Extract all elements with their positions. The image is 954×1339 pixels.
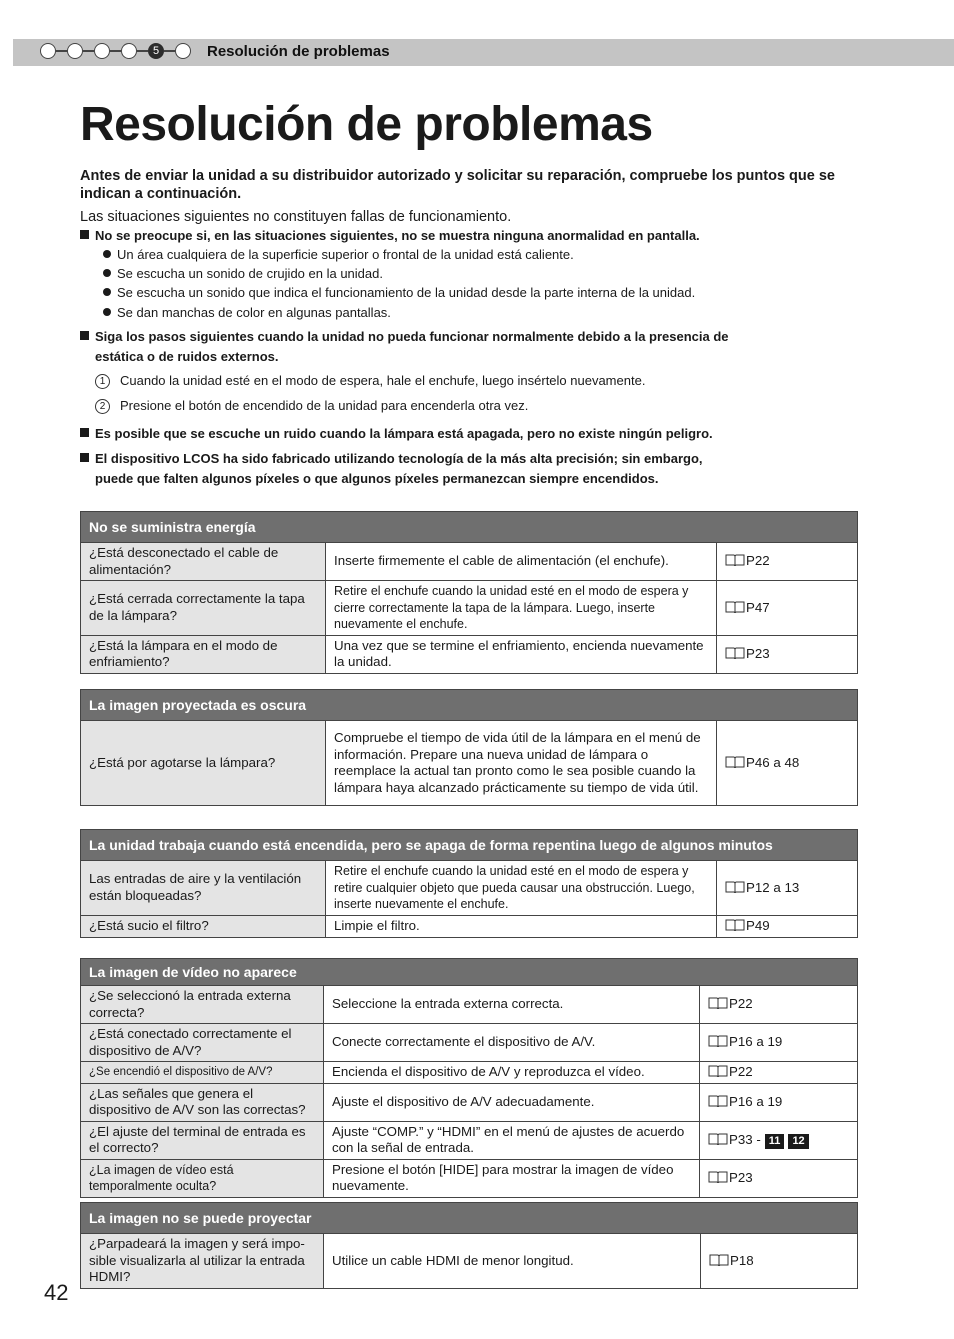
- bullet-dot-icon: [103, 250, 111, 258]
- bullet-dot-icon: [103, 308, 111, 316]
- table-row: [81, 1062, 858, 1084]
- answer-cell: Retire el enchufe cuando la unidad esté en el modo de espera y cierre correctamente la tapa de la lámpara. Luego, inserte nuevamente el enchufe.: [326, 581, 717, 636]
- answer-cell: Una vez que se termine el enfriamiento, encienda nuevamente la unidad.: [326, 635, 717, 673]
- book-icon: [725, 756, 745, 768]
- page-reference: P12 a 13: [746, 879, 800, 895]
- page-title: Resolución de problemas: [80, 98, 653, 151]
- book-icon: [725, 647, 745, 659]
- troubleshoot-table-no-projection: [80, 1202, 858, 1289]
- list-item: [103, 284, 695, 302]
- book-icon: [708, 1095, 728, 1107]
- answer-cell: Seleccione la entrada externa correcta.: [324, 986, 700, 1024]
- page-reference: P23: [746, 645, 770, 661]
- numbered-step: [95, 397, 528, 415]
- answer-cell: Inserte firmemente el cable de alimentación (el enchufe).: [326, 543, 717, 581]
- reference-cell: [700, 986, 858, 1024]
- page-reference: P49: [746, 917, 770, 933]
- book-icon: [708, 1171, 728, 1183]
- step-circle: [175, 43, 191, 59]
- table-row: [81, 543, 858, 581]
- answer-cell: Ajuste “COMP.” y “HDMI” en el menú de ajustes de acuerdo con la señal de entrada.: [324, 1121, 700, 1159]
- table-row: [81, 1024, 858, 1062]
- reference-cell: [717, 915, 858, 937]
- reference-cell: [717, 635, 858, 673]
- question-cell: ¿Está cerrada correctamente la tapa de la lámpara?: [81, 581, 326, 636]
- reference-cell: [717, 861, 858, 916]
- circled-number-icon: 2: [95, 399, 110, 414]
- step-connector: [164, 50, 175, 51]
- page-reference: P46 a 48: [746, 754, 800, 770]
- page-reference: P22: [729, 1064, 753, 1079]
- book-icon: [708, 1065, 728, 1077]
- answer-cell: Utilice un cable HDMI de menor longitud.: [324, 1234, 701, 1289]
- table-row: [81, 861, 858, 916]
- troubleshoot-table-shutdown: [80, 829, 858, 938]
- answer-cell: Compruebe el tiempo de vida útil de la lámpara en el menú de información. Prepare una nueva unidad de lámpara o reemplace la actual tan pronto como le sea posible cuando la lámpara haya alcanzado prácticamente su tiempo de vida útil.: [326, 721, 717, 806]
- table-row: [81, 1234, 858, 1289]
- question-cell: ¿Está conectado correctamente el dispositivo de A/V?: [81, 1024, 324, 1062]
- section-header-bar: [13, 39, 954, 66]
- reference-cell: [717, 721, 858, 806]
- intro-bold: Antes de enviar la unidad a su distribuidor autorizado y solicitar su reparación, compruebe los puntos que se indican a continuación.: [80, 168, 835, 202]
- book-icon: [725, 601, 745, 613]
- square-bullet-icon: [80, 453, 89, 462]
- note-text: Siga los pasos siguientes cuando la unidad no pueda funcionar normalmente debido a la presencia de: [95, 329, 729, 344]
- step-circle: [67, 43, 83, 59]
- bullet-dot-icon: [103, 269, 111, 277]
- numbered-step: [95, 372, 645, 390]
- chapter-step-indicator: [40, 43, 191, 59]
- table-title: No se suministra energía: [81, 512, 858, 543]
- page-reference: P22: [729, 996, 753, 1012]
- answer-cell: Presione el botón [HIDE] para mostrar la imagen de vídeo nuevamente.: [324, 1159, 700, 1197]
- question-cell: ¿Parpadeará la imagen y será impo-sible visualizarla al utilizar la entrada HDMI?: [81, 1234, 324, 1289]
- step-connector: [56, 50, 67, 51]
- book-icon: [725, 554, 745, 566]
- section-header-title: Resolución de problemas: [207, 43, 390, 60]
- question-cell: ¿Está sucio el filtro?: [81, 915, 326, 937]
- step-circle: [40, 43, 56, 59]
- step-circle-active: 5: [148, 43, 164, 59]
- step-connector: [110, 50, 121, 51]
- step-text: Presione el botón de encendido de la unidad para encenderla otra vez.: [120, 398, 529, 413]
- step-circle: [121, 43, 137, 59]
- list-item-text: Se escucha un sonido de crujido en la unidad.: [117, 266, 383, 281]
- note-text: No se preocupe si, en las situaciones siguientes, no se muestra ninguna anormalidad en pantalla.: [95, 228, 700, 243]
- bullet-dot-icon: [103, 288, 111, 296]
- troubleshoot-table-no-video: [80, 958, 858, 1198]
- list-item-text: Se escucha un sonido que indica el funcionamiento de la unidad desde la parte interna de la unidad.: [117, 285, 696, 300]
- table-row: [81, 1121, 858, 1159]
- answer-cell: Ajuste el dispositivo de A/V adecuadamente.: [324, 1083, 700, 1121]
- square-bullet-icon: [80, 428, 89, 437]
- intro-sub: Las situaciones siguientes no constituyen fallas de funcionamiento.: [80, 209, 512, 225]
- reference-cell: [700, 1083, 858, 1121]
- question-cell: ¿Está por agotarse la lámpara?: [81, 721, 326, 806]
- list-item-text: Un área cualquiera de la superficie superior o frontal de la unidad está caliente.: [117, 247, 574, 262]
- book-icon: [725, 881, 745, 893]
- table-row: [81, 581, 858, 636]
- reference-cell: [700, 1024, 858, 1062]
- square-bullet-icon: [80, 230, 89, 239]
- table-title: La imagen de vídeo no aparece: [81, 959, 858, 986]
- reference-cell: [717, 581, 858, 636]
- table-title: La imagen proyectada es oscura: [81, 690, 858, 721]
- note-text-continued: estática o de ruidos externos.: [95, 349, 279, 364]
- note-lamp-noise: [80, 424, 840, 444]
- step-connector: [137, 50, 148, 51]
- circled-number-icon: 1: [95, 374, 110, 389]
- question-cell: ¿La imagen de vídeo está temporalmente oculta?: [81, 1159, 324, 1197]
- reference-cell: [700, 1062, 858, 1084]
- question-cell: ¿El ajuste del terminal de entrada es el correcto?: [81, 1121, 324, 1159]
- table-row: [81, 986, 858, 1024]
- note-text: Es posible que se escuche un ruido cuando la lámpara está apagada, pero no existe ningún peligro.: [95, 426, 713, 441]
- page-badge: 12: [788, 1134, 808, 1149]
- list-item: [103, 304, 391, 322]
- page-number: 42: [44, 1280, 69, 1305]
- reference-cell: [701, 1234, 858, 1289]
- page-badge: 11: [765, 1134, 785, 1149]
- page-reference: P16 a 19: [729, 1093, 783, 1109]
- book-icon: [708, 1035, 728, 1047]
- question-cell: ¿Está la lámpara en el modo de enfriamiento?: [81, 635, 326, 673]
- table-row: [81, 635, 858, 673]
- square-bullet-icon: [80, 331, 89, 340]
- table-row: [81, 1083, 858, 1121]
- troubleshoot-table-dark-image: [80, 689, 858, 806]
- list-item-text: Se dan manchas de color en algunas pantallas.: [117, 305, 391, 320]
- list-item: [103, 265, 383, 283]
- reference-cell: [700, 1121, 858, 1159]
- page-reference: P22: [746, 553, 770, 569]
- page-reference: P33 -: [729, 1131, 761, 1147]
- reference-cell: [717, 543, 858, 581]
- book-icon: [709, 1254, 729, 1266]
- page-reference: P23: [729, 1169, 753, 1185]
- question-cell: ¿Se seleccionó la entrada externa correcta?: [81, 986, 324, 1024]
- table-row: [81, 915, 858, 937]
- page-reference: P18: [730, 1252, 754, 1268]
- step-circle: [94, 43, 110, 59]
- note-static: [80, 327, 780, 367]
- page-reference: P47: [746, 599, 770, 615]
- question-cell: Las entradas de aire y la ventilación están bloqueadas?: [81, 861, 326, 916]
- table-row: [81, 721, 858, 806]
- question-cell: ¿Está desconectado el cable de alimentación?: [81, 543, 326, 581]
- note-lcos: [80, 449, 780, 489]
- step-text: Cuando la unidad esté en el modo de espera, hale el enchufe, luego insértelo nuevamente.: [120, 373, 646, 388]
- step-connector: [83, 50, 94, 51]
- answer-cell: Retire el enchufe cuando la unidad esté en el modo de espera y retire cualquier objeto que pueda causar una obstrucción. Luego, inserte nuevamente el enchufe.: [326, 861, 717, 916]
- note-display: [80, 226, 840, 246]
- table-title: La imagen no se puede proyectar: [81, 1203, 858, 1234]
- answer-cell: Limpie el filtro.: [326, 915, 717, 937]
- book-icon: [708, 997, 728, 1009]
- note-text: El dispositivo LCOS ha sido fabricado utilizando tecnología de la más alta precisión; sin embargo,: [95, 451, 703, 466]
- note-text-continued: puede que falten algunos píxeles o que algunos píxeles permanezcan siempre encendidos.: [95, 471, 659, 486]
- answer-cell: Conecte correctamente el dispositivo de A/V.: [324, 1024, 700, 1062]
- table-title: La unidad trabaja cuando está encendida, pero se apaga de forma repentina luego de algunos minutos: [81, 830, 858, 861]
- page-reference: P16 a 19: [729, 1034, 783, 1050]
- book-icon: [725, 919, 745, 931]
- list-item: [103, 246, 574, 264]
- answer-cell: Encienda el dispositivo de A/V y reproduzca el vídeo.: [324, 1062, 700, 1084]
- question-cell: ¿Las señales que genera el dispositivo de A/V son las correctas?: [81, 1083, 324, 1121]
- reference-cell: [700, 1159, 858, 1197]
- question-cell: ¿Se encendió el dispositivo de A/V?: [81, 1062, 324, 1084]
- troubleshoot-table-power: [80, 511, 858, 674]
- table-row: [81, 1159, 858, 1197]
- book-icon: [708, 1133, 728, 1145]
